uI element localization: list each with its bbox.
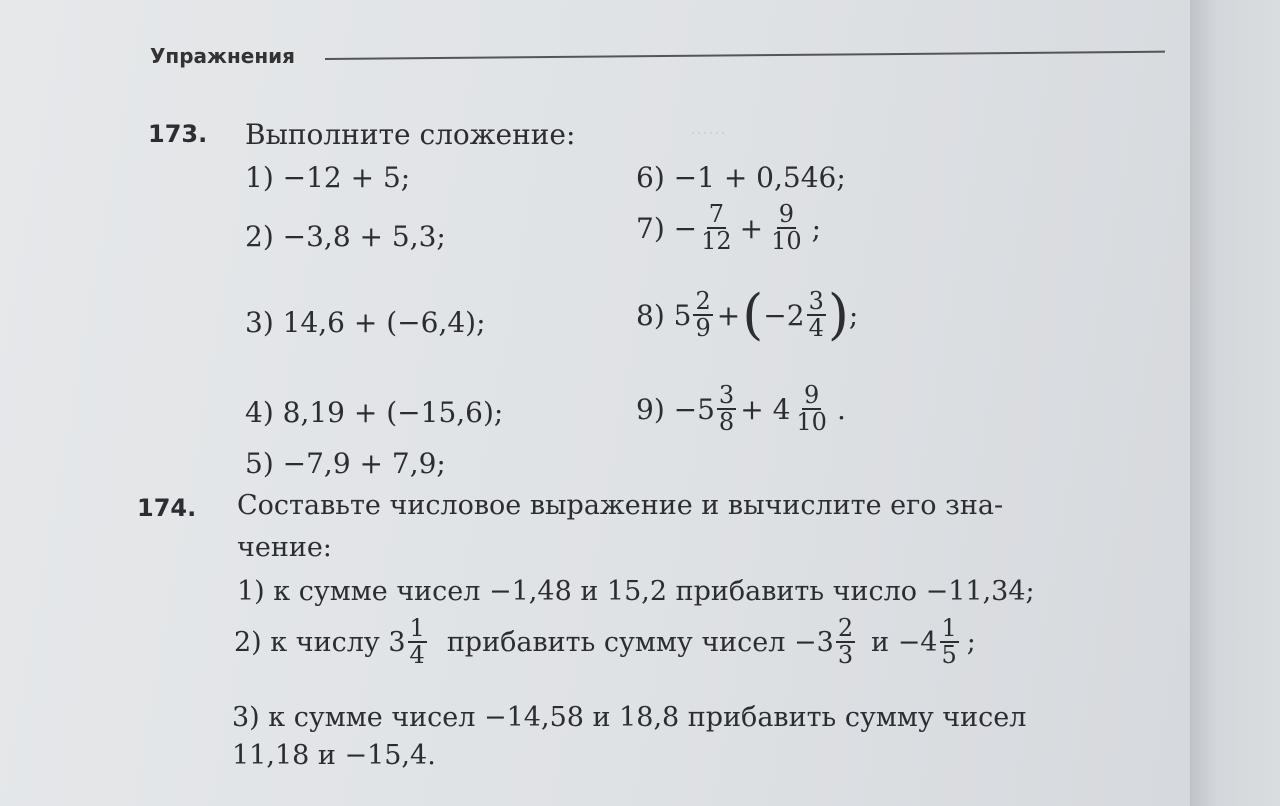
item-2-text-b: прибавить сумму чисел −3 [446,626,834,658]
item-7-label: 7) − [636,211,698,245]
left-parenthesis: ( [742,283,764,346]
bleed-through-text: …… [690,118,726,139]
operator: + [739,211,764,245]
denominator: 4 [808,314,824,342]
denominator: 12 [701,227,732,256]
item-2-text-c: и −4 [871,626,938,658]
whole-part: −2 [763,298,805,332]
exercise-174-prompt-line-1: Составьте числовое выражение и вычислите его зна- [237,490,1004,521]
exercise-174-item-3-line-2: 11,18 и −15,4. [232,740,436,771]
numerator: 7 [708,200,725,228]
fraction [940,616,959,668]
punctuation: ; [966,626,976,658]
denominator: 4 [409,641,425,670]
denominator: 10 [771,227,802,256]
item-2-text-a: 2) к числу 3 [234,626,406,658]
fraction [807,286,826,342]
item-8-label: 8) 5 [636,298,692,332]
fraction [836,616,855,668]
exercise-173-item-5: 5) −7,9 + 7,9; [245,447,446,480]
fraction [794,383,829,435]
punctuation: ; [848,298,859,332]
denominator: 5 [941,641,957,670]
exercise-173-item-7 [636,202,821,254]
denominator: 3 [837,641,854,670]
numerator: 1 [409,614,425,642]
fraction [769,202,804,254]
denominator: 9 [695,314,711,342]
item-9-label: 9) −5 [636,392,715,426]
exercise-174-item-3-line-1: 3) к сумме чисел −14,58 и 18,8 прибавить сумму чисел [232,702,1027,733]
fraction [408,616,427,668]
operator: + [716,298,741,332]
operator: + 4 [740,392,791,426]
exercise-174-prompt-line-2: чение: [237,532,332,563]
fraction [693,286,712,342]
denominator: 8 [718,408,735,437]
exercise-173-item-6: 6) −1 + 0,546; [636,161,846,194]
exercise-173-item-9 [636,383,846,435]
denominator: 10 [796,408,827,437]
exercise-173-item-1: 1) −12 + 5; [245,161,411,194]
numerator: 3 [718,381,735,409]
numerator: 3 [808,286,824,315]
exercise-174-item-2 [234,616,976,668]
adjacent-page-edge [1190,0,1280,806]
numerator: 9 [778,200,795,228]
numerator: 1 [941,614,957,642]
exercise-174-number: 174. [137,494,197,522]
section-header: Упражнения [150,44,296,68]
numerator: 2 [695,286,711,315]
exercise-174-item-1: 1) к сумме чисел −1,48 и 15,2 прибавить число −11,34; [237,576,1035,607]
exercise-173-item-4: 4) 8,19 + (−15,6); [245,396,504,429]
numerator: 9 [804,381,820,409]
fraction [699,202,734,254]
right-parenthesis: ) [827,283,849,346]
exercise-173-item-8 [636,283,859,346]
punctuation: ; [811,211,822,245]
punctuation: . [836,392,846,426]
header-rule [325,51,1165,60]
exercise-173-number: 173. [148,120,208,148]
exercise-173-item-2: 2) −3,8 + 5,3; [245,220,446,253]
exercise-173-prompt: Выполните сложение: [245,118,576,151]
fraction [717,383,736,435]
exercise-173-item-3: 3) 14,6 + (−6,4); [245,306,486,339]
numerator: 2 [837,614,854,642]
